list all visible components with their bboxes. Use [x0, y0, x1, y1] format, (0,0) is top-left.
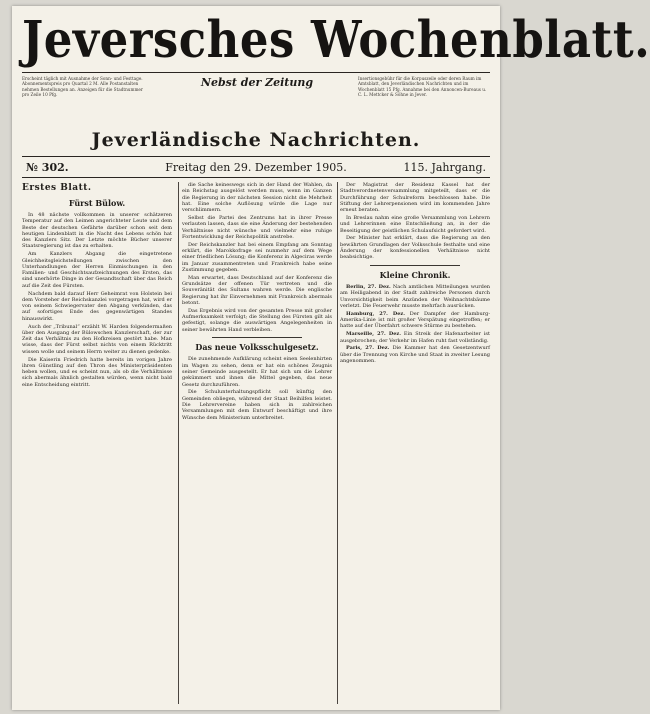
chronicle-item — [340, 284, 490, 309]
masthead-rule — [22, 72, 490, 73]
section-divider — [212, 337, 302, 338]
masthead-subtitle: Nebst der Zeitung — [200, 76, 314, 89]
paragraph: Nachdem bald darauf Herr Geheimrat von Holstein bei dem Vorsteher der Reichskanzlei vorgetragen hat, wird er von seinem Schwiegervater den Abgang verkünden, das auf sofortiges Ende des gegenwärtigen Standes hinauswirkt. — [22, 290, 172, 322]
volume-year: 115. Jahrgang. — [403, 161, 486, 174]
paragraph: Die Kaiserin Friedrich hatte bereits im vorigen Jahre ihren Günstling auf den Thron des Ministerpräsidenten heben wollen, und es scheint nun, als ob die Verhältnisse sich abermals ähnlich gestalten würden, wenn nicht bald eine Entscheidung eintritt. — [22, 356, 172, 388]
paragraph: Am Kanzlers Abgang die eingetretene Gleichheitsgleichstellungen zwischen den Unterhandlungen der Herren Einmischungen in den Familien- und Geschichtsaufzeichnungen des Ersten, das sind unerhörte Dinge in der Gesandtschaft über das Reich auf die Zeit des Fürsten. — [22, 251, 172, 289]
paragraph: Auch der „Tribunal“ erzählt W. Harden folgendermaßen über den Ausgang der Bülowschen Kanzlerschaft, der zur Zeit das Verhältnis zu den Hofkreisen gestört habe. Man wisse, dass der Fürst selbst nichts von einem Rücktritt wissen wolle und seinem Herrn weiter zu dienen gedenke. — [22, 323, 172, 355]
section-label: Erstes Blatt. — [22, 183, 92, 193]
chronicle-place: Marseille, 27. Dez. — [346, 331, 401, 338]
paragraph: Der Magistrat der Residenz Kassel hat der Stadtverordnetenversammlung mitgeteilt, dass er die Durchführung der Schulreform beschlossen habe. Die Stiftung der Lehrerpensionen wird im kommenden Jahre erneut beraten. — [340, 182, 490, 214]
paragraph: Selbst die Partei des Zentrums hat in ihrer Presse verlauten lassen, dass sie eine Änderung der bestehenden Verhältnisse nicht wünsche und vielmehr eine ruhige Fortentwicklung der Reichspolitik anstrebe. — [182, 214, 332, 240]
article-heading: Fürst Bülow. — [68, 198, 126, 208]
column-3 — [340, 182, 490, 704]
article-columns — [22, 182, 490, 704]
subscription-notice: Erscheint täglich mit Ausnahme der Sonn- und Festtage. Abonnementspreis pro Quartal 2 M. Alle Postanstalten nehmen Bestellungen an. Anzeigen für die Stadtnummer pro Zeile 10 Pfg. — [22, 76, 143, 98]
chronicle-text: Der Dampfer der Hamburg-Amerika-Linie ist mit großer Verspätung eingetroffen; er hatte auf der Überfahrt schwere Stürme zu bestehen. — [340, 310, 491, 330]
newspaper-page — [12, 6, 650, 710]
column-1 — [22, 182, 172, 704]
second-title: Jeverländische Nachrichten. — [91, 129, 421, 151]
paragraph: Man erwartet, dass Deutschland auf der Konferenz die Grundsätze der offenen Tür vertreten und die Souveränität des Sultans wahren werde. Die englische Regierung hat ihr Einvernehmen mit Frankreich abermals betont. — [182, 274, 332, 306]
issue-number: № 302. — [26, 161, 69, 174]
chronicle-text: Die Kammer hat den Gesetzentwurf über die Trennung von Kirche und Staat in zweiter Lesung angenommen. — [340, 345, 490, 364]
paragraph: Das Ergebnis wird von der gesamten Presse mit großer Aufmerksamkeit verfolgt; die Stellung des Fürsten gilt als gefestigt, solange die auswärtigen Angelegenheiten in seiner bewährten Hand verbleiben. — [182, 307, 332, 333]
issue-date: Freitag den 29. Dezember 1905. — [165, 161, 347, 174]
insertion-notice: Insertionsgebühr für die Korpuszeile oder deren Raum im Amtsblatt, den Jeverländischen Nachrichten und im Wochenblatt 15 Pfg. Annahme bei den Annoncen-Bureaus u. C. L. Mettcker & Söhne in Jever. — [358, 76, 487, 98]
article-heading: Das neue Volksschulgesetz. — [195, 342, 319, 353]
chronicle-item — [340, 311, 490, 330]
chronicle-place: Hamburg, 27. Dez. — [346, 310, 405, 317]
dateline-rule-top — [22, 156, 490, 157]
masthead-title: Jeversches Wochenblatt. — [22, 9, 650, 70]
article-heading: Kleine Chronik. — [379, 270, 451, 281]
column-divider — [178, 182, 179, 704]
column-2 — [182, 182, 332, 704]
masthead-subrow — [22, 76, 490, 116]
chronicle-place: Paris, 27. Dez. — [346, 345, 390, 352]
chronicle-item — [340, 331, 490, 344]
paragraph: Die Schulunterhaltungspflicht soll künftig den Gemeinden obliegen, während der Staat Beihilfen leistet. Die Lehrervereine haben sich in zahlreichen Versammlungen mit dem Entwurf beschäftigt und ihre Wünsche dem Ministerium unterbreitet. — [182, 389, 332, 421]
paragraph: Der Reichskanzler hat bei einem Empfang am Sonntag erklärt, die Marokkofrage sei nunmehr auf dem Wege einer friedlichen Lösung; die Konferenz in Algeciras werde im Januar zusammentreten und Frankreich habe seine Zustimmung gegeben. — [182, 241, 332, 273]
paragraph: Der Minister hat erklärt, dass die Regierung an den bewährten Grundlagen der Volksschule festhalte und eine Änderung der konfessionellen Verhältnisse nicht beabsichtige. — [340, 235, 490, 261]
paragraph: die Sache keineswegs sich in der Hand der Wahlen, da ein Reichstag ausgelöst werden muss, wenn im Ganzen die Regierung in der nächsten Session nicht die Mehrheit hat. Eine solche Auflösung würde die Lage nur verschlimmern. — [182, 182, 332, 214]
dateline-rule-bottom — [22, 177, 490, 178]
column-divider — [337, 182, 338, 704]
paragraph: In 48 nächste vollkommen in unserer schätzeren Temperatur auf den Leimen angerichteter Leute und dem Beste der deutschen Gefährte darüber schon seit dem heutigen Lindenblatt in die Nacht des Lebens schön hat des Kanzlers Sitz. Der Letzte möchte Bücher unserer Staatsregierung ist das zu erhalten. — [22, 212, 172, 250]
chronicle-place: Berlin, 27. Dez. — [346, 284, 391, 291]
paragraph: Die zunehmende Aufklärung scheint einen Seelenhirten im Wagen zu sehen, denn er hat ein schönes Zeugnis seiner Gemeinde ausgestellt. Er hat sich um die Lehrer gekümmert und ihnen die Mittel gegeben, das neue Gesetz durchzuführen. — [182, 356, 332, 388]
dateline — [22, 160, 490, 176]
chronicle-text: Ein Streik der Hafenarbeiter ist ausgebrochen; der Verkehr im Hafen ruht fast vollständig. — [340, 331, 490, 344]
chronicle-text: Nach amtlichen Mitteilungen wurden am Heiligabend in der Stadt zahlreiche Personen durch Unvorsichtigkeit beim Anzünden der Weihnachtsbäume verletzt. Die Feuerwehr musste mehrfach ausrücken. — [340, 284, 491, 310]
section-divider — [370, 265, 460, 266]
paragraph: In Breslau nahm eine große Versammlung von Lehrern und Lehrerinnen eine Entschließung an, in der die Beseitigung der geistlichen Schulaufsicht gefordert wird. — [340, 214, 490, 234]
chronicle-item — [340, 345, 490, 364]
